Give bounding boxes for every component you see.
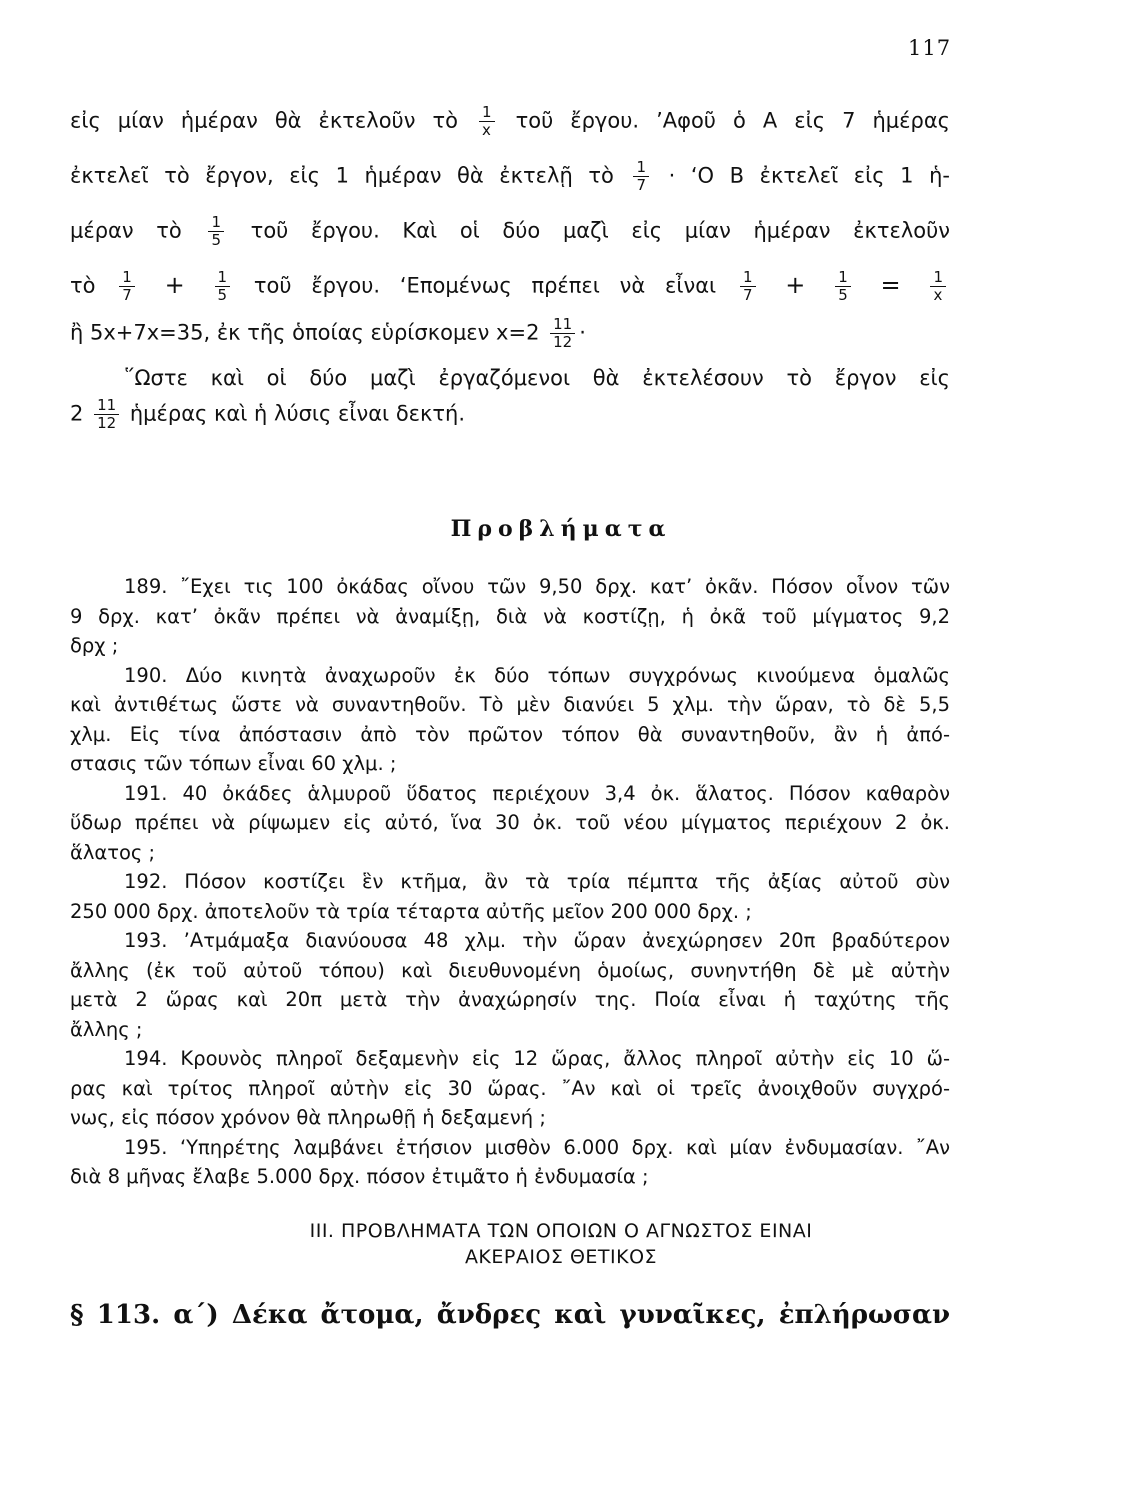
problem-194 <box>70 1044 950 1133</box>
problem-line: 195. ‘Υπηρέτης λαμβάνει ἐτήσιον μισθὸν 6.000 δρχ. καὶ μίαν ἐνδυμασίαν. ῎Αν <box>124 1135 950 1159</box>
problem-191 <box>70 779 950 868</box>
problem-line: 191. 40 ὀκάδες ἁλμυροῦ ὕδατος περιέχουν 3,4 ὀκ. ἅλατος. Πόσον καθαρὸν <box>124 781 950 805</box>
problem-line: ἅλατος ; <box>70 840 156 864</box>
problem-193 <box>70 926 950 1044</box>
section-title <box>0 1218 1122 1270</box>
problem-line: 250 000 δρχ. ἀποτελοῦν τὰ τρία τέταρτα αὐτῆς μεῖον 200 000 δρχ. ; <box>70 899 752 923</box>
problem-line: ὕδωρ πρέπει νὰ ρίψωμεν εἰς αὐτό, ἵνα 30 ὀκ. τοῦ νέου μίγματος περιέχουν 2 ὀκ. <box>70 811 950 834</box>
problem-line: καὶ ἀντιθέτως ὥστε νὰ συναντηθοῦν. Τὸ μὲν διανύει 5 χλμ. τὴν ὥραν, τὸ δὲ 5,5 <box>70 693 950 716</box>
fraction-11-over-12: $\frac{11}{12}$ <box>550 316 575 351</box>
fraction-11-over-12: $\frac{11}{12}$ <box>94 397 119 432</box>
fraction-1-over-7: $\frac{1}{7}$ <box>119 269 135 304</box>
section-title-line-2: ΑΚΕΡΑΙΟΣ ΘΕΤΙΚΟΣ <box>464 1246 658 1268</box>
plus-sign: + <box>164 270 185 299</box>
page-number: 117 <box>908 36 952 60</box>
text-fragment: ἐκτελεῖ τὸ ἔργον, εἰς 1 ἡμέραν θὰ ἐκτελῇ τὸ <box>70 163 614 188</box>
fraction-1-over-x: $\frac{1}{x}$ <box>930 269 946 304</box>
text-line <box>70 214 950 249</box>
problem-192 <box>70 867 950 926</box>
fraction-1-over-7: $\frac{1}{7}$ <box>633 159 649 194</box>
text-fragment: τοῦ ἔργου. ‘Επομένως πρέπει νὰ εἶναι <box>253 273 717 298</box>
problem-line: 189. ῎Εχει τις 100 ὀκάδας οἴνου τῶν 9,50 δρχ. κατ’ ὀκᾶν. Πόσον οἶνον τῶν <box>124 575 950 598</box>
fraction-1-over-5: $\frac{1}{5}$ <box>835 269 851 304</box>
text-line <box>70 269 950 304</box>
text-fragment: ἢ 5x+7x=35, ἐκ τῆς ὁποίας εὑρίσκομεν x=2 <box>70 320 540 345</box>
problem-line: 192. Πόσον κοστίζει ἓν κτῆμα, ἂν τὰ τρία πέμπτα τῆς ἀξίας αὐτοῦ σὺν <box>124 870 950 893</box>
text-fragment: μέραν τὸ <box>70 218 182 243</box>
problem-line: μετὰ 2 ὥρας καὶ 20π μετὰ τὴν ἀναχώρησίν της. Ποία εἶναι ἡ ταχύτης τῆς <box>70 988 950 1011</box>
plus-sign: + <box>785 270 806 299</box>
problem-line: 194. Κρουνὸς πληροῖ δεξαμενὴν εἰς 12 ὥρας, ἄλλος πληροῖ αὐτὴν εἰς 10 ὥ- <box>124 1047 950 1070</box>
equals-sign: = <box>880 270 901 299</box>
text-fragment: εἰς μίαν ἡμέραν θὰ ἐκτελοῦν τὸ <box>70 108 458 133</box>
section-title-line-1: III. ΠΡΟΒΛΗΜΑΤΑ ΤΩΝ ΟΠΟΙΩΝ Ο ΑΓΝΩΣΤΟΣ ΕΙΝΑΙ <box>309 1220 813 1242</box>
text-line: ῞Ωστε καὶ οἱ δύο μαζὶ ἐργαζόμενοι θὰ ἐκτελέσουν τὸ ἔργον εἰς <box>124 366 950 390</box>
text-fragment: 2 <box>70 401 84 426</box>
problem-189 <box>70 572 950 661</box>
text-line: ἢ 5x+7x=35, ἐκ τῆς ὁποίας εὑρίσκομεν x=2 $\frac{11}{12}$ · <box>70 315 586 351</box>
fraction-1-over-7: $\frac{1}{7}$ <box>740 269 756 304</box>
problem-line: δρχ ; <box>70 634 119 657</box>
problem-line: ρας καὶ τρίτος πληροῖ αὐτὴν εἰς 30 ὥρας. ῎Αν καὶ οἱ τρεῖς ἀνοιχθοῦν συγχρό- <box>70 1076 950 1100</box>
text-fragment: τοῦ ἔργου. ’Αφοῦ ὁ Α εἰς 7 ἡμέρας <box>515 108 950 133</box>
text-fragment: ἡμέρας καὶ ἡ λύσις εἶναι δεκτή. <box>129 401 466 426</box>
problem-line: 190. Δύο κινητὰ ἀναχωροῦν ἐκ δύο τόπων συγχρόνως κινούμενα ὁμαλῶς <box>124 663 950 687</box>
fraction-1-over-5: $\frac{1}{5}$ <box>208 214 224 249</box>
problem-line: στασις τῶν τόπων εἶναι 60 χλμ. ; <box>70 752 397 775</box>
problem-line: χλμ. Εἰς τίνα ἀπόστασιν ἀπὸ τὸν πρῶτον τόπον θὰ συναντηθοῦν, ἂν ἡ ἀπό- <box>70 722 950 746</box>
text-line <box>70 397 950 432</box>
problem-190 <box>70 661 950 779</box>
text-fragment: · ‘Ο Β ἐκτελεῖ εἰς 1 ἡ- <box>668 163 950 188</box>
solution-text <box>70 104 950 432</box>
text-fragment: τὸ <box>70 273 96 298</box>
fraction-1-over-x: $\frac{1}{x}$ <box>479 104 495 139</box>
problems-list <box>70 572 950 1192</box>
problem-line: νως, εἰς πόσον χρόνον θὰ πληρωθῇ ἡ δεξαμενή ; <box>70 1106 546 1129</box>
problem-195 <box>70 1133 950 1192</box>
text-fragment: τοῦ ἔργου. Καὶ οἱ δύο μαζὶ εἰς μίαν ἡμέραν ἐκτελοῦν <box>250 218 950 243</box>
problem-line: 9 δρχ. κατ’ ὀκᾶν πρέπει νὰ ἀναμίξῃ, διὰ νὰ κοστίζῃ, ἡ ὀκᾶ τοῦ μίγματος 9,2 <box>70 604 950 628</box>
problem-line: 193. ’Ατμάμαξα διανύουσα 48 χλμ. τὴν ὥραν ἀνεχώρησεν 20π βραδύτερον <box>124 929 950 952</box>
paragraph-113: § 113. α΄) Δέκα ἄτομα, ἄνδρες καὶ γυναῖκες, ἐπλήρωσαν <box>70 1300 950 1330</box>
problem-line: ἄλλης ; <box>70 1017 143 1041</box>
fraction-1-over-5: $\frac{1}{5}$ <box>215 269 231 304</box>
problems-heading: Προβλήματα <box>450 516 672 542</box>
problem-line: διὰ 8 μῆνας ἔλαβε 5.000 δρχ. πόσον ἐτιμᾶτο ἡ ἐνδυμασία ; <box>70 1165 649 1188</box>
text-line <box>70 159 950 194</box>
problem-line: ἄλλης (ἐκ τοῦ αὐτοῦ τόπου) καὶ διευθυνομένη ὁμοίως, συνηντήθη δὲ μὲ αὐτὴν <box>70 958 950 982</box>
text-line <box>70 104 950 139</box>
